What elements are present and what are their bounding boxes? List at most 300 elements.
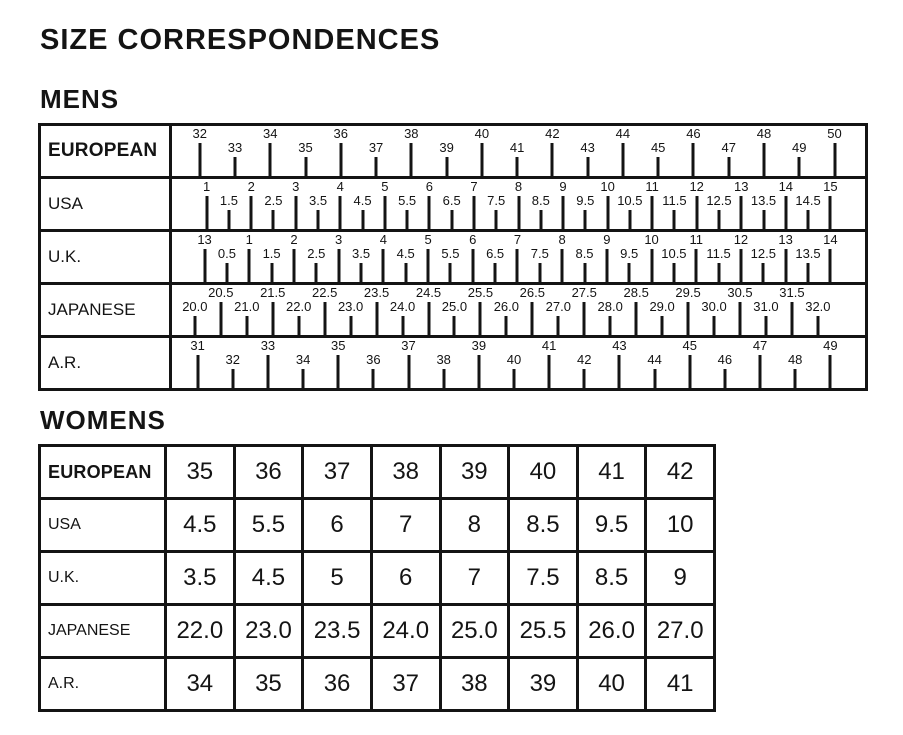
tick-value-label: 34 [263,126,278,141]
tick-mark [231,369,234,388]
tick-mark [304,157,307,176]
tick-mark [759,355,762,388]
tick-mark [225,263,228,282]
tick-value-label: 43 [612,338,627,353]
tick-mark [635,302,638,335]
size-value-cell: 8.5 [576,553,645,603]
size-value-cell: 24.0 [370,606,439,656]
row-label: EUROPEAN [41,126,172,176]
size-value-cell: 4.5 [164,500,233,550]
size-value-cell: 7 [439,553,508,603]
tick-value-label: 22.0 [286,299,312,314]
womens-table-row [41,447,713,497]
tick-value-label: 33 [227,140,243,155]
tick-mark [494,263,497,282]
size-value-cell: 25.0 [439,606,508,656]
tick-value-label: 3 [292,179,300,194]
tick-value-label: 23.0 [337,299,364,314]
tick-mark [349,316,352,335]
size-value-cell: 22.0 [164,606,233,656]
tick-mark [480,143,483,176]
tick-mark [339,196,342,229]
tick-mark [315,263,318,282]
tick-mark [245,316,248,335]
tick-mark [740,196,743,229]
tick-value-label: 5.5 [398,193,417,208]
tick-value-label: 39 [439,140,454,155]
womens-size-correspondence-table [38,444,716,712]
size-value-cell: 23.0 [233,606,302,656]
tick-mark [203,249,206,282]
size-ruler [172,285,865,335]
tick-mark [672,263,675,282]
tick-mark [548,355,551,388]
tick-mark [583,263,586,282]
row-label: A.R. [41,338,172,388]
tick-mark [739,302,742,335]
tick-value-label: 1 [203,179,211,194]
tick-value-label: 31.5 [779,285,805,300]
size-value-cell: 9.5 [576,500,645,550]
tick-mark [375,302,378,335]
tick-mark [505,316,508,335]
row-label: EUROPEAN [48,461,152,482]
size-value-cell: 6 [370,553,439,603]
tick-mark [807,263,810,282]
tick-mark [297,316,300,335]
row-label: JAPANESE [41,285,172,335]
size-value-cell: 25.5 [507,606,576,656]
tick-mark [339,143,342,176]
tick-value-label: 1 [245,232,253,247]
tick-value-label: 21.0 [234,299,260,314]
tick-mark [695,249,698,282]
size-value-cell: 34 [164,659,233,709]
row-label: USA [41,179,172,229]
size-value-cell: 42 [644,447,713,497]
tick-value-label: 44 [647,352,662,367]
tick-value-label: 46 [717,352,733,367]
tick-value-label: 48 [787,352,803,367]
tick-mark [406,210,409,229]
tick-mark [723,369,726,388]
tick-mark [360,263,363,282]
tick-mark [618,355,621,388]
tick-value-label: 3.5 [308,193,328,208]
tick-value-label: 4 [379,232,387,247]
tick-value-label: 8 [558,232,566,247]
tick-mark [196,355,199,388]
tick-value-label: 9.5 [620,246,639,261]
tick-mark [609,316,612,335]
size-value-cell: 3.5 [164,553,233,603]
tick-mark [292,249,295,282]
tick-value-label: 40 [506,352,522,367]
tick-value-label: 4.5 [353,193,372,208]
size-value-cell: 10 [644,500,713,550]
tick-value-label: 24.0 [389,299,416,314]
tick-value-label: 48 [756,126,772,141]
tick-mark [531,302,534,335]
tick-value-label: 23.5 [363,285,390,300]
tick-mark [450,210,453,229]
tick-mark [270,263,273,282]
tick-mark [739,249,742,282]
tick-value-label: 41 [541,338,557,353]
size-value-cell: 26.0 [576,606,645,656]
tick-value-label: 29.0 [649,299,675,314]
tick-mark [375,157,378,176]
tick-value-label: 12 [733,232,749,247]
tick-mark [477,355,480,388]
size-value-cell: 36 [301,659,370,709]
tick-value-label: 13 [197,232,212,247]
tick-mark [445,157,448,176]
tick-value-label: 25.0 [441,299,468,314]
row-label: U.K. [41,232,172,282]
tick-value-label: 7.5 [530,246,549,261]
womens-table-row [41,656,713,709]
tick-mark [404,263,407,282]
tick-mark [717,263,720,282]
tick-mark [628,263,631,282]
tick-value-label: 20.5 [208,285,234,300]
row-label: JAPANESE [48,622,131,639]
tick-mark [516,249,519,282]
tick-value-label: 2 [247,179,255,194]
tick-mark [807,210,810,229]
tick-mark [266,355,269,388]
tick-value-label: 36 [366,352,381,367]
tick-mark [790,302,793,335]
womens-section-heading: WOMENS [40,405,166,435]
size-value-cell: 7 [370,500,439,550]
tick-mark [657,157,660,176]
tick-value-label: 7 [513,232,522,247]
tick-value-label: 5 [381,179,389,194]
tick-mark [538,263,541,282]
mens-table-row [41,229,865,282]
tick-mark [471,249,474,282]
size-ruler [172,126,865,176]
tick-value-label: 32 [225,352,241,367]
tick-value-label: 11.5 [662,193,687,208]
tick-value-label: 2 [290,232,298,247]
tick-value-label: 41 [509,140,525,155]
tick-value-label: 8 [514,179,523,194]
tick-value-label: 11 [645,179,659,194]
tick-value-label: 8.5 [575,246,594,261]
tick-value-label: 2.5 [307,246,326,261]
tick-mark [794,369,797,388]
mens-section-heading: MENS [40,84,120,114]
tick-mark [453,316,456,335]
size-value-cell: 39 [507,659,576,709]
tick-mark [407,355,410,388]
tick-mark [557,316,560,335]
tick-mark [337,355,340,388]
tick-mark [428,196,431,229]
womens-table-row [41,550,713,603]
tick-mark [784,196,787,229]
tick-value-label: 44 [615,126,631,141]
tick-mark [650,249,653,282]
womens-table-row [41,603,713,656]
size-value-cell: 37 [301,447,370,497]
tick-value-label: 4.5 [396,246,415,261]
size-value-cell: 36 [233,447,302,497]
tick-value-label: 5 [424,232,432,247]
size-value-cell: 37 [370,659,439,709]
size-value-cell: 8 [439,500,508,550]
tick-mark [294,196,297,229]
tick-value-label: 43 [580,140,595,155]
tick-value-label: 29.5 [675,285,701,300]
tick-value-label: 0.5 [217,246,236,261]
tick-value-label: 46 [686,126,701,141]
tick-mark [449,263,452,282]
size-ruler [172,338,865,388]
tick-mark [688,355,691,388]
size-value-cell: 39 [439,447,508,497]
tick-value-label: 13 [734,179,749,194]
row-label: U.K. [48,569,80,586]
tick-value-label: 10.5 [617,193,643,208]
tick-value-label: 14 [778,179,794,194]
tick-mark [583,302,586,335]
tick-mark [539,210,542,229]
tick-mark [272,210,275,229]
size-value-cell: 6 [301,500,370,550]
tick-value-label: 37 [401,338,416,353]
tick-mark [727,157,730,176]
page-title: SIZE CORRESPONDENCES [40,24,441,56]
tick-mark [605,249,608,282]
tick-mark [651,196,654,229]
tick-value-label: 47 [721,140,736,155]
tick-value-label: 38 [404,126,419,141]
tick-value-label: 33 [260,338,276,353]
tick-mark [692,143,695,176]
tick-value-label: 26.5 [519,285,545,300]
tick-mark [829,249,832,282]
row-label: USA [48,516,81,533]
tick-value-label: 15 [823,179,838,194]
tick-mark [586,157,589,176]
tick-value-label: 6.5 [442,193,461,208]
tick-value-label: 50 [827,126,842,141]
tick-value-label: 1.5 [219,193,238,208]
tick-mark [829,355,832,388]
tick-mark [361,210,364,229]
tick-mark [606,196,609,229]
tick-value-label: 34 [295,352,311,367]
tick-mark [687,302,690,335]
row-label: A.R. [48,675,80,692]
size-value-cell: 35 [164,447,233,497]
tick-value-label: 10 [644,232,659,247]
tick-mark [495,210,498,229]
tick-value-label: 8.5 [531,193,550,208]
tick-mark [653,369,656,388]
tick-mark [250,196,253,229]
womens-table-row [41,497,713,550]
tick-value-label: 11.5 [706,246,731,261]
tick-value-label: 21.5 [260,285,286,300]
size-value-cell: 41 [644,659,713,709]
tick-value-label: 4 [336,179,344,194]
size-value-cell: 38 [370,447,439,497]
tick-value-label: 10.5 [661,246,687,261]
tick-mark [401,316,404,335]
tick-value-label: 2.5 [264,193,283,208]
tick-value-label: 35 [331,338,346,353]
tick-value-label: 10 [600,179,615,194]
tick-value-label: 27.0 [545,299,571,314]
tick-mark [512,369,515,388]
tick-value-label: 45 [650,140,666,155]
tick-mark [829,196,832,229]
size-value-cell: 7.5 [507,553,576,603]
tick-value-label: 26.0 [493,299,520,314]
size-ruler [172,232,865,282]
tick-value-label: 30.5 [727,285,753,300]
tick-value-label: 14 [823,232,838,247]
tick-mark [798,157,801,176]
size-value-cell: 40 [507,447,576,497]
tick-mark [427,302,430,335]
mens-table-row [41,335,865,388]
size-value-cell: 35 [233,659,302,709]
tick-value-label: 27.5 [571,285,597,300]
tick-value-label: 6 [469,232,477,247]
size-value-cell: 41 [576,447,645,497]
tick-value-label: 42 [545,126,560,141]
tick-mark [427,249,430,282]
tick-value-label: 31 [190,338,205,353]
tick-value-label: 49 [792,140,807,155]
mens-table-row [41,176,865,229]
tick-mark [717,210,720,229]
size-value-cell: 9 [644,553,713,603]
tick-mark [302,369,305,388]
tick-mark [561,249,564,282]
tick-mark [784,249,787,282]
size-value-cell: 38 [439,659,508,709]
tick-value-label: 11 [689,232,703,247]
tick-value-label: 22.5 [312,285,338,300]
tick-value-label: 12 [689,179,704,194]
tick-mark [219,302,222,335]
tick-mark [833,143,836,176]
tick-mark [337,249,340,282]
tick-mark [764,316,767,335]
size-value-cell: 4.5 [233,553,302,603]
tick-value-label: 28.5 [623,285,649,300]
tick-value-label: 40 [474,126,490,141]
tick-value-label: 38 [436,352,451,367]
tick-mark [673,210,676,229]
tick-mark [317,210,320,229]
tick-mark [233,157,236,176]
tick-value-label: 6.5 [486,246,505,261]
tick-value-label: 13 [778,232,793,247]
tick-mark [713,316,716,335]
tick-value-label: 1.5 [262,246,281,261]
mens-table-row [41,282,865,335]
tick-mark [516,157,519,176]
tick-value-label: 32.0 [805,299,831,314]
size-value-cell: 5 [301,553,370,603]
tick-value-label: 36 [333,126,349,141]
tick-mark [227,210,230,229]
tick-value-label: 30.0 [701,299,727,314]
size-value-cell: 8.5 [507,500,576,550]
tick-mark [584,210,587,229]
tick-value-label: 37 [368,140,384,155]
tick-value-label: 49 [823,338,838,353]
tick-value-label: 42 [577,352,592,367]
tick-mark [383,196,386,229]
size-value-cell: 23.5 [301,606,370,656]
mens-table-row [41,126,865,176]
tick-mark [323,302,326,335]
tick-mark [372,369,375,388]
tick-value-label: 3.5 [351,246,371,261]
tick-value-label: 12.5 [750,246,776,261]
size-ruler [172,179,865,229]
size-value-cell: 40 [576,659,645,709]
tick-mark [583,369,586,388]
tick-mark [271,302,274,335]
tick-value-label: 39 [471,338,487,353]
tick-value-label: 9 [603,232,611,247]
tick-value-label: 3 [335,232,343,247]
tick-mark [762,263,765,282]
tick-mark [517,196,520,229]
tick-mark [762,143,765,176]
tick-value-label: 7.5 [487,193,506,208]
tick-mark [479,302,482,335]
tick-value-label: 9.5 [576,193,595,208]
tick-mark [762,210,765,229]
tick-value-label: 7 [470,179,478,194]
size-value-cell: 27.0 [644,606,713,656]
tick-value-label: 32 [192,126,207,141]
mens-size-correspondence-table [38,123,868,391]
tick-value-label: 28.0 [597,299,623,314]
tick-value-label: 14.5 [795,193,821,208]
tick-value-label: 31.0 [753,299,779,314]
tick-mark [562,196,565,229]
tick-mark [248,249,251,282]
tick-mark [205,196,208,229]
tick-mark [410,143,413,176]
tick-mark [382,249,385,282]
tick-mark [551,143,554,176]
tick-mark [198,143,201,176]
tick-mark [628,210,631,229]
tick-mark [695,196,698,229]
tick-value-label: 6 [425,179,434,194]
tick-value-label: 20.0 [182,299,208,314]
tick-value-label: 5.5 [441,246,460,261]
tick-mark [269,143,272,176]
tick-value-label: 47 [752,338,768,353]
tick-value-label: 35 [298,140,313,155]
tick-mark [816,316,819,335]
size-value-cell: 5.5 [233,500,302,550]
